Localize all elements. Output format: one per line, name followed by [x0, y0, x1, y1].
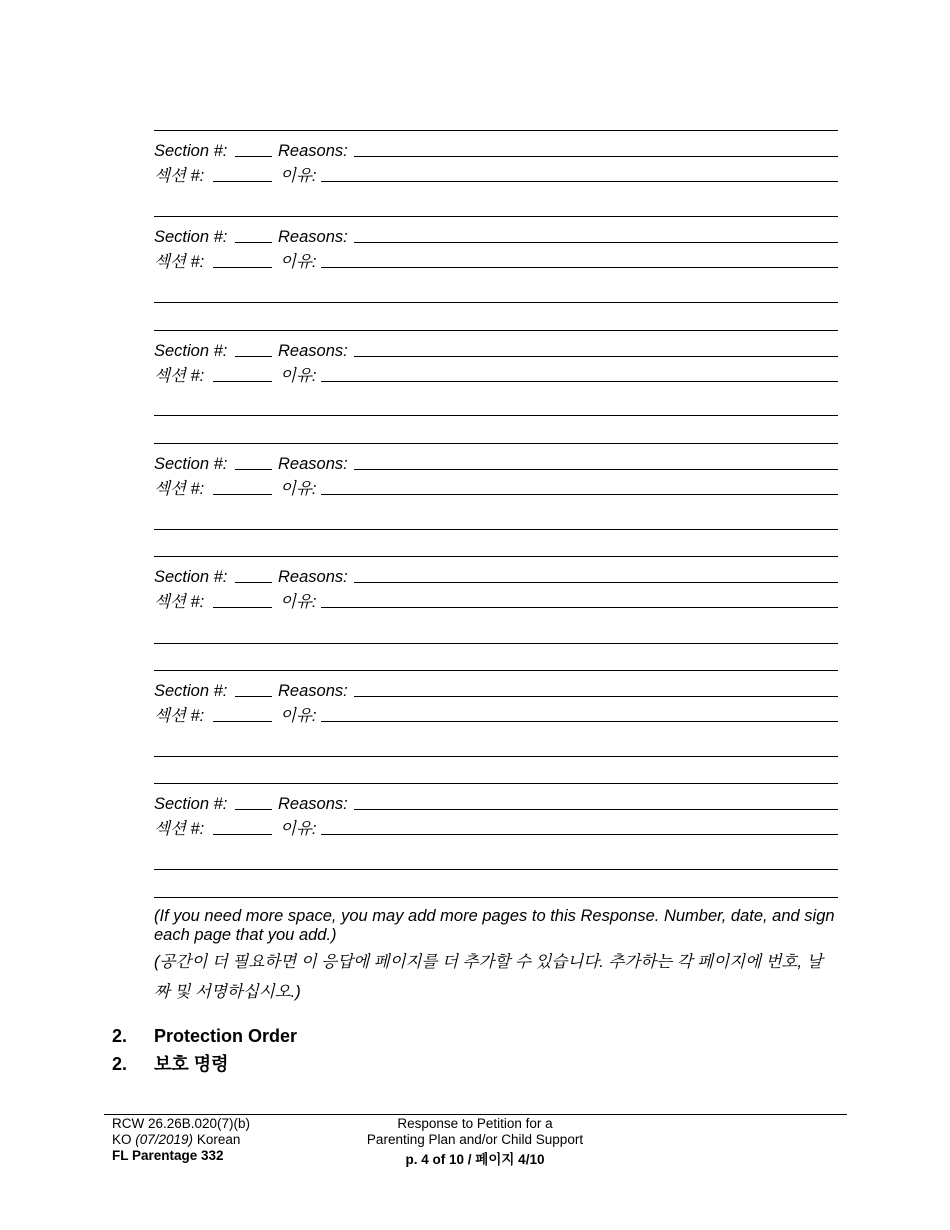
blank-line[interactable]: [154, 756, 838, 757]
section-number-field[interactable]: [235, 469, 272, 470]
reasons-label-ko: 이유:: [280, 707, 317, 725]
footer-ko-prefix: KO: [112, 1132, 136, 1147]
footer-page-number: p. 4 of 10 / 페이지 4/10: [405, 1152, 545, 1167]
section-label-en: Section #:: [154, 455, 228, 473]
section-label-en: Section #:: [154, 142, 228, 160]
separator-line: [154, 897, 838, 898]
separator-line: [154, 556, 838, 557]
reasons-field-ko[interactable]: [321, 607, 838, 608]
section-label-en: Section #:: [154, 795, 228, 813]
blank-line[interactable]: [154, 415, 838, 416]
footer-divider: [104, 1114, 847, 1115]
section-label-ko: 섹션 #:: [154, 367, 205, 385]
footer-ko-date: (07/2019): [135, 1132, 194, 1147]
reasons-label-ko: 이유:: [280, 367, 317, 385]
section-reasons-row-ko: [154, 591, 838, 613]
reasons-label-ko: 이유:: [280, 253, 317, 271]
section-label-ko: 섹션 #:: [154, 253, 205, 271]
reasons-field[interactable]: [354, 809, 838, 810]
section-number-field[interactable]: [235, 696, 272, 697]
section-number-field-ko[interactable]: [213, 834, 272, 835]
separator-line: [154, 783, 838, 784]
section-reasons-row-en: [154, 140, 838, 162]
separator-line: [154, 330, 838, 331]
footer-rcw: RCW 26.26B.020(7)(b): [112, 1116, 251, 1131]
separator-line: [154, 670, 838, 671]
section-label-en: Section #:: [154, 568, 228, 586]
section-2-number-ko: 2.: [112, 1054, 128, 1074]
section-reasons-row-en: [154, 566, 838, 588]
reasons-label-en: Reasons:: [278, 342, 348, 360]
section-number-field[interactable]: [235, 156, 272, 157]
section-number-field[interactable]: [235, 356, 272, 357]
reasons-field-ko[interactable]: [321, 381, 838, 382]
footer-ko-suffix: Korean: [193, 1132, 241, 1147]
section-reasons-row-ko: [154, 478, 838, 500]
section-number-field-ko[interactable]: [213, 381, 272, 382]
blank-line[interactable]: [154, 529, 838, 530]
reasons-label-ko: 이유:: [280, 167, 317, 185]
footer-form-id: FL Parentage 332: [112, 1148, 224, 1163]
section-label-ko: 섹션 #:: [154, 820, 205, 838]
section-reasons-row-en: [154, 680, 838, 702]
section-2-title-en: Protection Order: [154, 1026, 298, 1046]
section-number-field[interactable]: [235, 582, 272, 583]
more-space-note-ko: (공간이 더 필요하면 이 응답에 페이지를 더 추가할 수 있습니다. 추가하는 각 페이지에 번호, 날짜 및 서명하십시오.): [154, 953, 823, 1001]
section-number-field-ko[interactable]: [213, 267, 272, 268]
section-reasons-row-en: [154, 226, 838, 248]
section-number-field-ko[interactable]: [213, 607, 272, 608]
reasons-field[interactable]: [354, 696, 838, 697]
reasons-field-ko[interactable]: [321, 721, 838, 722]
section-reasons-row-ko: [154, 365, 838, 387]
footer-title-line1: Response to Petition for a: [397, 1116, 553, 1131]
reasons-label-en: Reasons:: [278, 455, 348, 473]
section-number-field-ko[interactable]: [213, 494, 272, 495]
section-reasons-row-en: [154, 793, 838, 815]
footer-title-line2: Parenting Plan and/or Child Support: [366, 1132, 584, 1147]
section-reasons-row-en: [154, 453, 838, 475]
reasons-field[interactable]: [354, 356, 838, 357]
reasons-field[interactable]: [354, 469, 838, 470]
reasons-field-ko[interactable]: [321, 494, 838, 495]
section-number-field-ko[interactable]: [213, 721, 272, 722]
reasons-label-en: Reasons:: [278, 795, 348, 813]
section-label-en: Section #:: [154, 682, 228, 700]
reasons-field[interactable]: [354, 242, 838, 243]
section-reasons-row-en: [154, 340, 838, 362]
section-reasons-row-ko: [154, 165, 838, 187]
reasons-label-en: Reasons:: [278, 142, 348, 160]
reasons-label-en: Reasons:: [278, 568, 348, 586]
reasons-field-ko[interactable]: [321, 267, 838, 268]
reasons-field-ko[interactable]: [321, 181, 838, 182]
section-label-ko: 섹션 #:: [154, 480, 205, 498]
blank-line[interactable]: [154, 643, 838, 644]
section-number-field[interactable]: [235, 809, 272, 810]
reasons-field-ko[interactable]: [321, 834, 838, 835]
section-number-field-ko[interactable]: [213, 181, 272, 182]
section-reasons-row-ko: [154, 705, 838, 727]
blank-line[interactable]: [154, 869, 838, 870]
section-label-ko: 섹션 #:: [154, 593, 205, 611]
reasons-label-en: Reasons:: [278, 682, 348, 700]
section-reasons-row-ko: [154, 818, 838, 840]
separator-line: [154, 443, 838, 444]
reasons-label-ko: 이유:: [280, 820, 317, 838]
section-label-en: Section #:: [154, 342, 228, 360]
section-number-field[interactable]: [235, 242, 272, 243]
section-label-ko: 섹션 #:: [154, 707, 205, 725]
section-label-ko: 섹션 #:: [154, 167, 205, 185]
section-reasons-row-ko: [154, 251, 838, 273]
section-2-title-ko: 보호 명령: [154, 1054, 229, 1074]
reasons-field[interactable]: [354, 156, 838, 157]
section-label-en: Section #:: [154, 228, 228, 246]
separator-line: [154, 130, 838, 131]
reasons-label-ko: 이유:: [280, 480, 317, 498]
reasons-label-en: Reasons:: [278, 228, 348, 246]
reasons-label-ko: 이유:: [280, 593, 317, 611]
section-2-number-en: 2.: [112, 1026, 128, 1046]
separator-line: [154, 216, 838, 217]
more-space-note-en: (If you need more space, you may add more pages to this Response. Number, date, and sign each page that you add.): [154, 907, 835, 944]
footer-ko-line: [112, 1132, 240, 1148]
reasons-field[interactable]: [354, 582, 838, 583]
blank-line[interactable]: [154, 302, 838, 303]
